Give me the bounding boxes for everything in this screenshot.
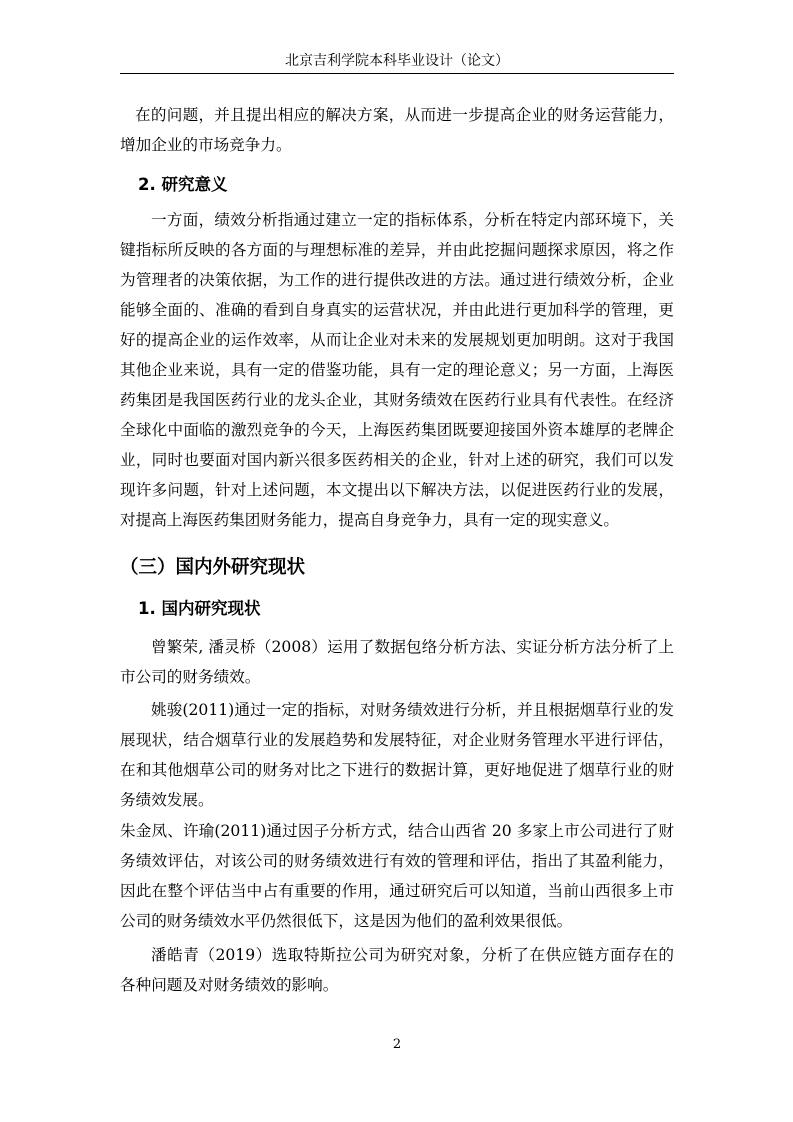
paragraph-significance: 一方面，绩效分析指通过建立一定的指标体系，分析在特定内部环境下，关键指标所反映的各方面的与理想标准的差异，并由此挖掘问题探求原因，将之作为管理者的决策依据，为工作的进行提供改进的方法。通过进行绩效分析，企业能够全面的、准确的看到自身真实的运营状况，并由此进行更加科学的管理，更好的提高企业的运作效率，从而让企业对未来的发展规划更加明朗。这对于我国其他企业来说，具有一定的借鉴功能，具有一定的理论意义；另一方面，上海医药集团是我国医药行业的龙头企业，其财务绩效在医药行业具有代表性。在经济全球化中面临的激烈竞争的今天，上海医药集团既要迎接国外资本雄厚的老牌企业，同时也要面对国内新兴很多医药相关的企业，针对上述的研究，我们可以发现许多问题，针对上述问题，本文提出以下解决方法，以促进医药行业的发展，对提高上海医药集团财务能力，提高自身竞争力，具有一定的现实意义。 — [120, 211, 674, 529]
page-number: 2 — [392, 1037, 402, 1052]
running-header: 北京吉利学院本科毕业设计（论文） — [285, 53, 509, 69]
paragraph-zeng-pan: 曾繁荣, 潘灵桥（2008）运用了数据包络分析方法、实证分析方法分析了上市公司的财务绩效。 — [120, 638, 674, 686]
heading-research-significance: 2. 研究意义 — [138, 175, 228, 194]
paragraph-pan: 潘皓青（2019）选取特斯拉公司为研究对象，分析了在供应链方面存在的各种问题及对财务绩效的影响。 — [120, 946, 674, 994]
heading-domestic-status: 1. 国内研究现状 — [138, 599, 261, 618]
paragraph-continuation: 在的问题，并且提出相应的解决方案，从而进一步提高企业的财务运营能力，增加企业的市场竞争力。 — [120, 106, 674, 154]
paragraph-zhu-xu: 朱金凤、许瑜(2011)通过因子分析方式，结合山西省 20 多家上市公司进行了财务绩效评估，对该公司的财务绩效进行有效的管理和评估，指出了其盈利能力，因此在整个评估当中占有重要的作用，通过研究后可以知道，当前山西很多上市公司的财务绩效水平仍然很低下，这是因为他们的盈利效果很低。 — [120, 822, 674, 930]
heading-research-status: （三）国内外研究现状 — [120, 557, 306, 578]
header-divider — [120, 73, 674, 74]
paragraph-yao: 姚骏(2011)通过一定的指标，对财务绩效进行分析，并且根据烟草行业的发展现状，结合烟草行业的发展趋势和发展特征，对企业财务管理水平进行评估，在和其他烟草公司的财务对比之下进行的数据计算，更好地促进了烟草行业的财务绩效发展。 — [120, 701, 674, 809]
